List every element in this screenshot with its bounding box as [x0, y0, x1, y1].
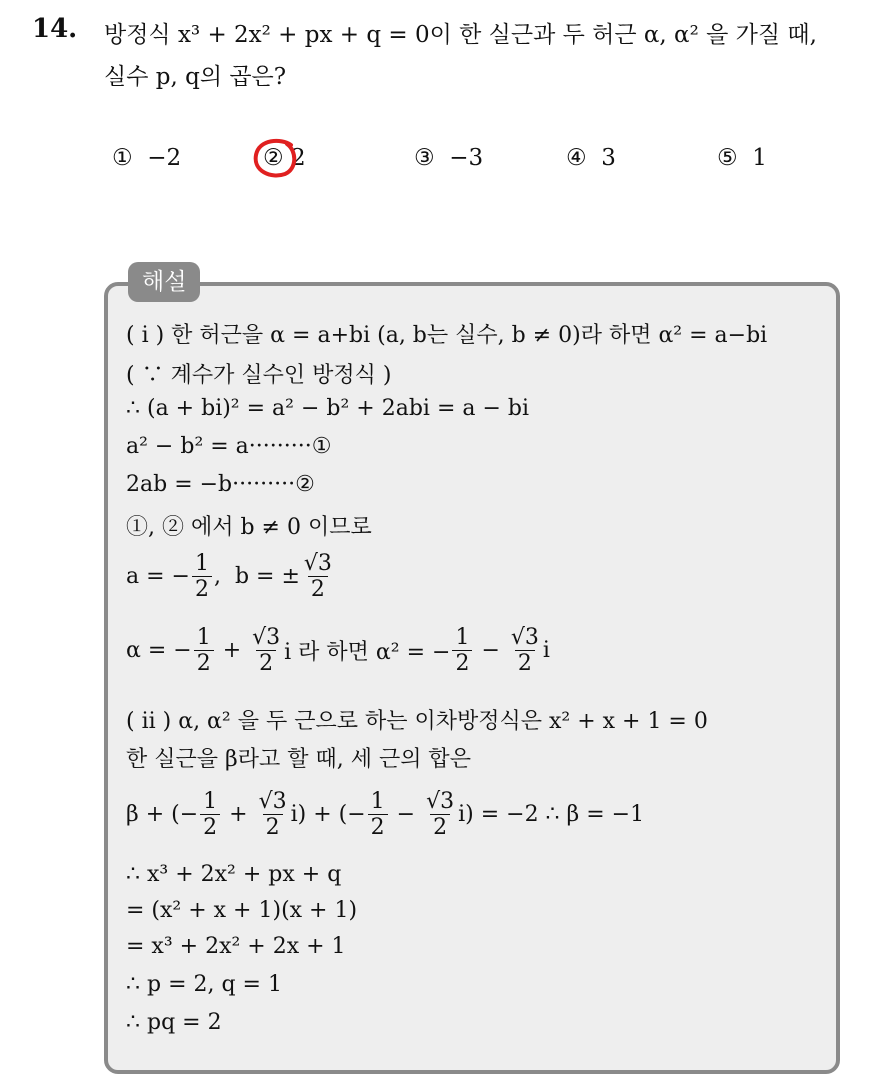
denominator: 2: [263, 814, 283, 839]
choice-marker: ②: [263, 145, 284, 171]
math-text: a = −: [126, 564, 190, 590]
explanation-line: ( ∵ 계수가 실수인 방정식 ): [126, 363, 392, 388]
explanation-line: ( ii ) α, α² 을 두 근으로 하는 이차방정식은 x² + x + 1 = 0: [126, 709, 708, 734]
math-text: i) + (−: [290, 802, 366, 828]
choice-marker: ①: [112, 145, 133, 171]
math-text: +: [222, 802, 255, 828]
denominator: 2: [308, 576, 328, 601]
choice-value: −3: [449, 145, 484, 171]
fraction: [509, 626, 541, 675]
math-text: i 라 하면 α² = −: [284, 640, 451, 666]
math-text: −: [474, 638, 507, 664]
choice-value: 3: [601, 145, 616, 171]
fraction: [452, 626, 472, 675]
fraction: [250, 626, 282, 675]
denominator: 2: [194, 650, 214, 675]
question-text-line2: 실수 p, q의 곱은?: [104, 64, 287, 90]
math-text: −: [389, 802, 423, 828]
explanation-line: ∴ x³ + 2x² + px + q: [126, 862, 342, 887]
numerator: √3: [510, 625, 539, 650]
fraction: [424, 790, 456, 839]
math-text: , b = ±: [213, 564, 300, 590]
choice-3[interactable]: [414, 145, 483, 171]
math-text: α = −: [126, 638, 192, 664]
question-text-line1: 방정식 x³ + 2x² + px + q = 0이 한 실근과 두 허근 α, α² 을 가질 때,: [104, 22, 817, 48]
denominator: 2: [256, 650, 276, 675]
explanation-tab-label: 해설: [128, 262, 200, 302]
explanation-line: = x³ + 2x² + 2x + 1: [126, 934, 346, 959]
explanation-line: 한 실근을 β라고 할 때, 세 근의 합은: [126, 747, 471, 772]
choice-value: −2: [147, 145, 182, 171]
choice-marker: ⑤: [717, 145, 738, 171]
explanation-line: = (x² + x + 1)(x + 1): [126, 898, 358, 923]
denominator: 2: [430, 814, 450, 839]
fraction-line-alpha: [126, 626, 550, 675]
numerator: √3: [426, 789, 455, 814]
explanation-line: 2ab = −b·········②: [126, 472, 315, 497]
numerator: 1: [455, 625, 470, 650]
explanation-line: ∴ pq = 2: [126, 1010, 222, 1035]
numerator: √3: [258, 789, 287, 814]
math-text: i) = −2 ∴ β = −1: [458, 802, 645, 828]
answer-circle-mark: [251, 137, 299, 181]
math-text: +: [215, 638, 249, 664]
choice-4[interactable]: [566, 145, 616, 171]
choice-marker: ④: [566, 145, 587, 171]
numerator: 1: [370, 789, 385, 814]
fraction: [200, 790, 220, 839]
fraction: [257, 790, 289, 839]
choice-value: 1: [752, 145, 767, 171]
math-text: i: [542, 638, 550, 664]
numerator: 1: [194, 551, 209, 576]
fraction-line-a-b: [126, 552, 336, 601]
choice-marker: ③: [414, 145, 435, 171]
question-number: 14.: [32, 14, 78, 44]
explanation-line: a² − b² = a·········①: [126, 434, 332, 459]
denominator: 2: [200, 814, 220, 839]
choice-value: 2: [290, 145, 306, 171]
explanation-line: ∴ (a + bi)² = a² − b² + 2abi = a − bi: [126, 396, 530, 421]
denominator: 2: [515, 650, 535, 675]
choice-5[interactable]: [717, 145, 767, 171]
denominator: 2: [368, 814, 388, 839]
math-text: β + (−: [126, 802, 199, 828]
explanation-line: ( i ) 한 허근을 α = a+bi (a, b는 실수, b ≠ 0)라 하면 α² = a−bi: [126, 323, 768, 348]
denominator: 2: [192, 576, 212, 601]
numerator: 1: [203, 789, 218, 814]
fraction: [194, 626, 214, 675]
explanation-line: ①, ② 에서 b ≠ 0 이므로: [126, 515, 372, 540]
numerator: √3: [303, 551, 332, 576]
numerator: √3: [252, 625, 281, 650]
explanation-line: ∴ p = 2, q = 1: [126, 972, 282, 997]
fraction-line-beta: [126, 790, 644, 839]
denominator: 2: [452, 650, 472, 675]
choice-1[interactable]: [112, 145, 181, 171]
fraction: [302, 552, 334, 601]
fraction: [192, 552, 212, 601]
numerator: 1: [196, 625, 211, 650]
fraction: [368, 790, 388, 839]
